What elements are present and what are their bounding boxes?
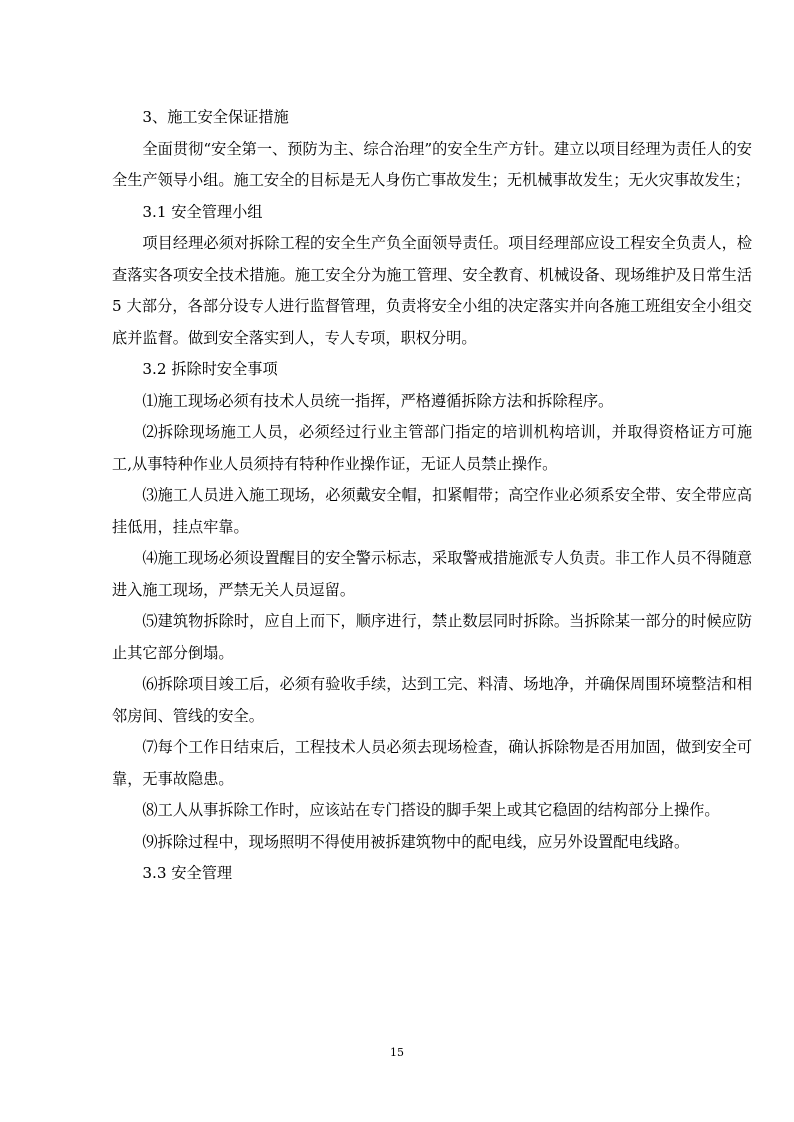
list-item-3: ⑶施工人员进入施工现场，必须戴安全帽，扣紧帽带；高空作业必须系安全带、安全带应高挂低用，挂点牢靠。 bbox=[112, 486, 752, 536]
section-heading-3: 3、施工安全保证措施 bbox=[142, 108, 289, 126]
document-body bbox=[112, 102, 752, 890]
list-item-2: ⑵拆除现场施工人员，必须经过行业主管部门指定的培训机构培训，并取得资格证方可施工,从事特种作业人员须持有特种作业操作证，无证人员禁止操作。 bbox=[112, 423, 752, 473]
list-item-9: ⑼拆除过程中，现场照明不得使用被拆建筑物中的配电线，应另外设置配电线路。 bbox=[142, 832, 690, 851]
list-item-4: ⑷施工现场必须设置醒目的安全警示标志，采取警戒措施派专人负责。非工作人员不得随意进入施工现场，严禁无关人员逗留。 bbox=[112, 549, 752, 599]
list-item-8: ⑻工人从事拆除工作时，应该站在专门搭设的脚手架上或其它稳固的结构部分上操作。 bbox=[142, 801, 720, 819]
subsection-heading-3-3: 3.3 安全管理 bbox=[142, 864, 233, 882]
list-item-1: ⑴施工现场必须有技术人员统一指挥，严格遵循拆除方法和拆除程序。 bbox=[142, 391, 614, 410]
page-number: 15 bbox=[390, 1046, 404, 1059]
subsection-heading-3-1: 3.1 安全管理小组 bbox=[142, 202, 263, 221]
paragraph-safety-group: 项目经理必须对拆除工程的安全生产负全面领导责任。项目经理部应设工程安全负责人，检查落实各项安全技术措施。施工安全分为施工管理、安全教育、机械设备、现场维护及日常生活 5 大部分，各部分设专人进行监督管理，负责将安全小组的决定落实并向各施工班组安全小组交底并监督。做到安全落实到人，专人专项，职权分明。 bbox=[112, 234, 752, 347]
list-item-6: ⑹拆除项目竣工后，必须有验收手续，达到工完、料清、场地净，并确保周围环境整洁和相邻房间、管线的安全。 bbox=[112, 675, 752, 725]
paragraph-safety-policy: 全面贯彻“安全第一、预防为主、综合治理”的安全生产方针。建立以项目经理为责任人的安全生产领导小组。施工安全的目标是无人身伤亡事故发生；无机械事故发生；无火灾事故发生； bbox=[112, 139, 752, 189]
list-item-7: ⑺每个工作日结束后，工程技术人员必须去现场检查，确认拆除物是否用加固，做到安全可靠，无事故隐患。 bbox=[112, 738, 752, 788]
list-item-5: ⑸建筑物拆除时，应自上而下，顺序进行，禁止数层同时拆除。当拆除某一部分的时候应防止其它部分倒塌。 bbox=[112, 612, 752, 662]
subsection-heading-3-2: 3.2 拆除时安全事项 bbox=[142, 360, 278, 378]
